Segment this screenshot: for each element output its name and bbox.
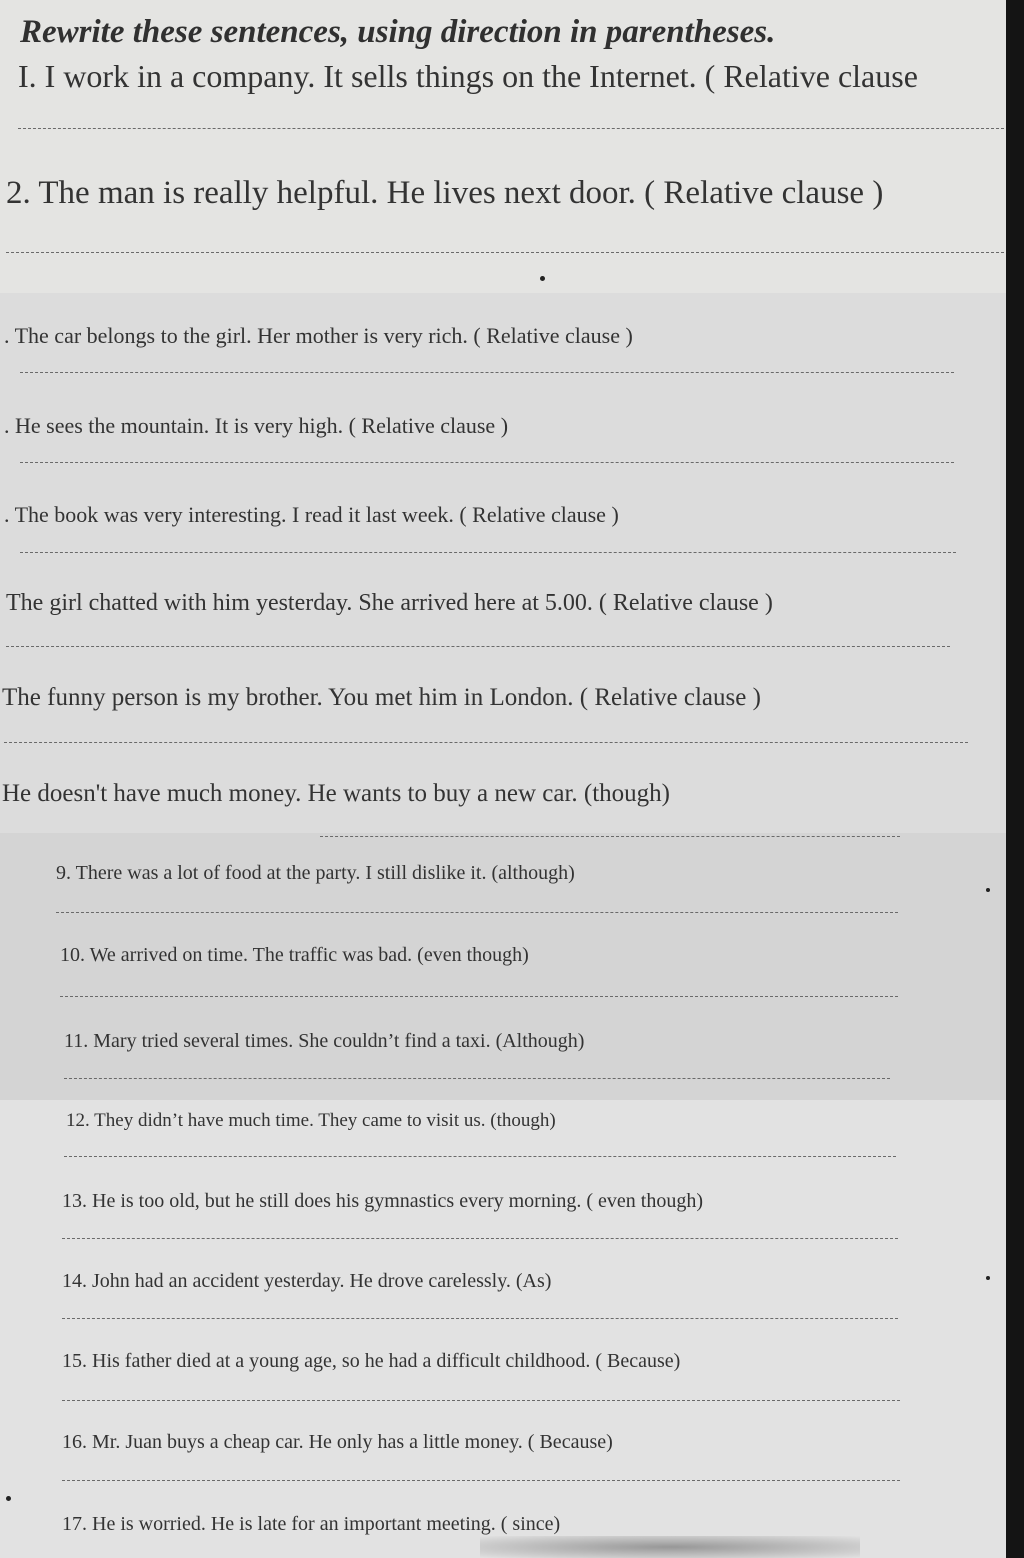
ink-speck	[6, 1496, 11, 1501]
exercise-item-10: 10. We arrived on time. The traffic was bad. (even though)	[60, 944, 529, 966]
ink-speck	[540, 276, 545, 281]
answer-line-3[interactable]	[20, 372, 954, 373]
answer-line-7[interactable]	[4, 742, 968, 743]
answer-line-12[interactable]	[64, 1156, 896, 1157]
exercise-item-12: 12. They didn’t have much time. They came to visit us. (though)	[66, 1110, 556, 1131]
photo-strip-2	[0, 293, 1006, 833]
answer-line-2[interactable]	[6, 252, 1004, 253]
exercise-item-16: 16. Mr. Juan buys a cheap car. He only has a little money. ( Because)	[62, 1431, 613, 1453]
exercise-item-8: He doesn't have much money. He wants to buy a new car. (though)	[2, 780, 670, 807]
exercise-item-9: 9. There was a lot of food at the party. I still dislike it. (although)	[56, 862, 575, 884]
photo-shadow	[480, 1536, 860, 1558]
exercise-item-6: The girl chatted with him yesterday. She arrived here at 5.00. ( Relative clause )	[6, 590, 773, 616]
exercise-item-3: . The car belongs to the girl. Her mother is very rich. ( Relative clause )	[4, 323, 633, 348]
answer-line-11[interactable]	[64, 1078, 890, 1079]
exercise-item-2: 2. The man is really helpful. He lives next door. ( Relative clause )	[6, 175, 884, 211]
exercise-item-1: I. I work in a company. It sells things on the Internet. ( Relative clause	[18, 58, 918, 94]
worksheet-heading: Rewrite these sentences, using direction in parentheses.	[20, 14, 776, 50]
exercise-item-14: 14. John had an accident yesterday. He drove carelessly. (As)	[62, 1270, 552, 1292]
ink-speck	[986, 1276, 990, 1280]
photo-strip-4	[0, 1100, 1006, 1558]
exercise-item-13: 13. He is too old, but he still does his gymnastics every morning. ( even though)	[62, 1190, 704, 1212]
answer-line-15[interactable]	[62, 1400, 900, 1401]
exercise-item-15: 15. His father died at a young age, so he had a difficult childhood. ( Because)	[62, 1350, 681, 1372]
answer-line-14[interactable]	[62, 1318, 898, 1319]
ink-speck	[986, 888, 990, 892]
answer-line-13[interactable]	[62, 1238, 898, 1239]
answer-line-10[interactable]	[60, 996, 898, 997]
answer-line-6[interactable]	[6, 646, 950, 647]
exercise-item-4: . He sees the mountain. It is very high. ( Relative clause )	[4, 413, 509, 438]
answer-line-4[interactable]	[20, 462, 954, 463]
answer-line-9[interactable]	[56, 912, 898, 913]
exercise-item-5: . The book was very interesting. I read it last week. ( Relative clause )	[4, 502, 619, 527]
exercise-item-7: The funny person is my brother. You met him in London. ( Relative clause )	[2, 684, 761, 711]
answer-line-16[interactable]	[62, 1480, 900, 1481]
answer-line-8[interactable]	[320, 836, 900, 837]
answer-line-5[interactable]	[20, 552, 956, 553]
answer-line-1[interactable]	[18, 128, 1004, 129]
page-edge-shadow	[1006, 0, 1024, 1558]
exercise-item-17: 17. He is worried. He is late for an important meeting. ( since)	[62, 1513, 561, 1535]
exercise-item-11: 11. Mary tried several times. She couldn’t find a taxi. (Although)	[64, 1030, 585, 1052]
